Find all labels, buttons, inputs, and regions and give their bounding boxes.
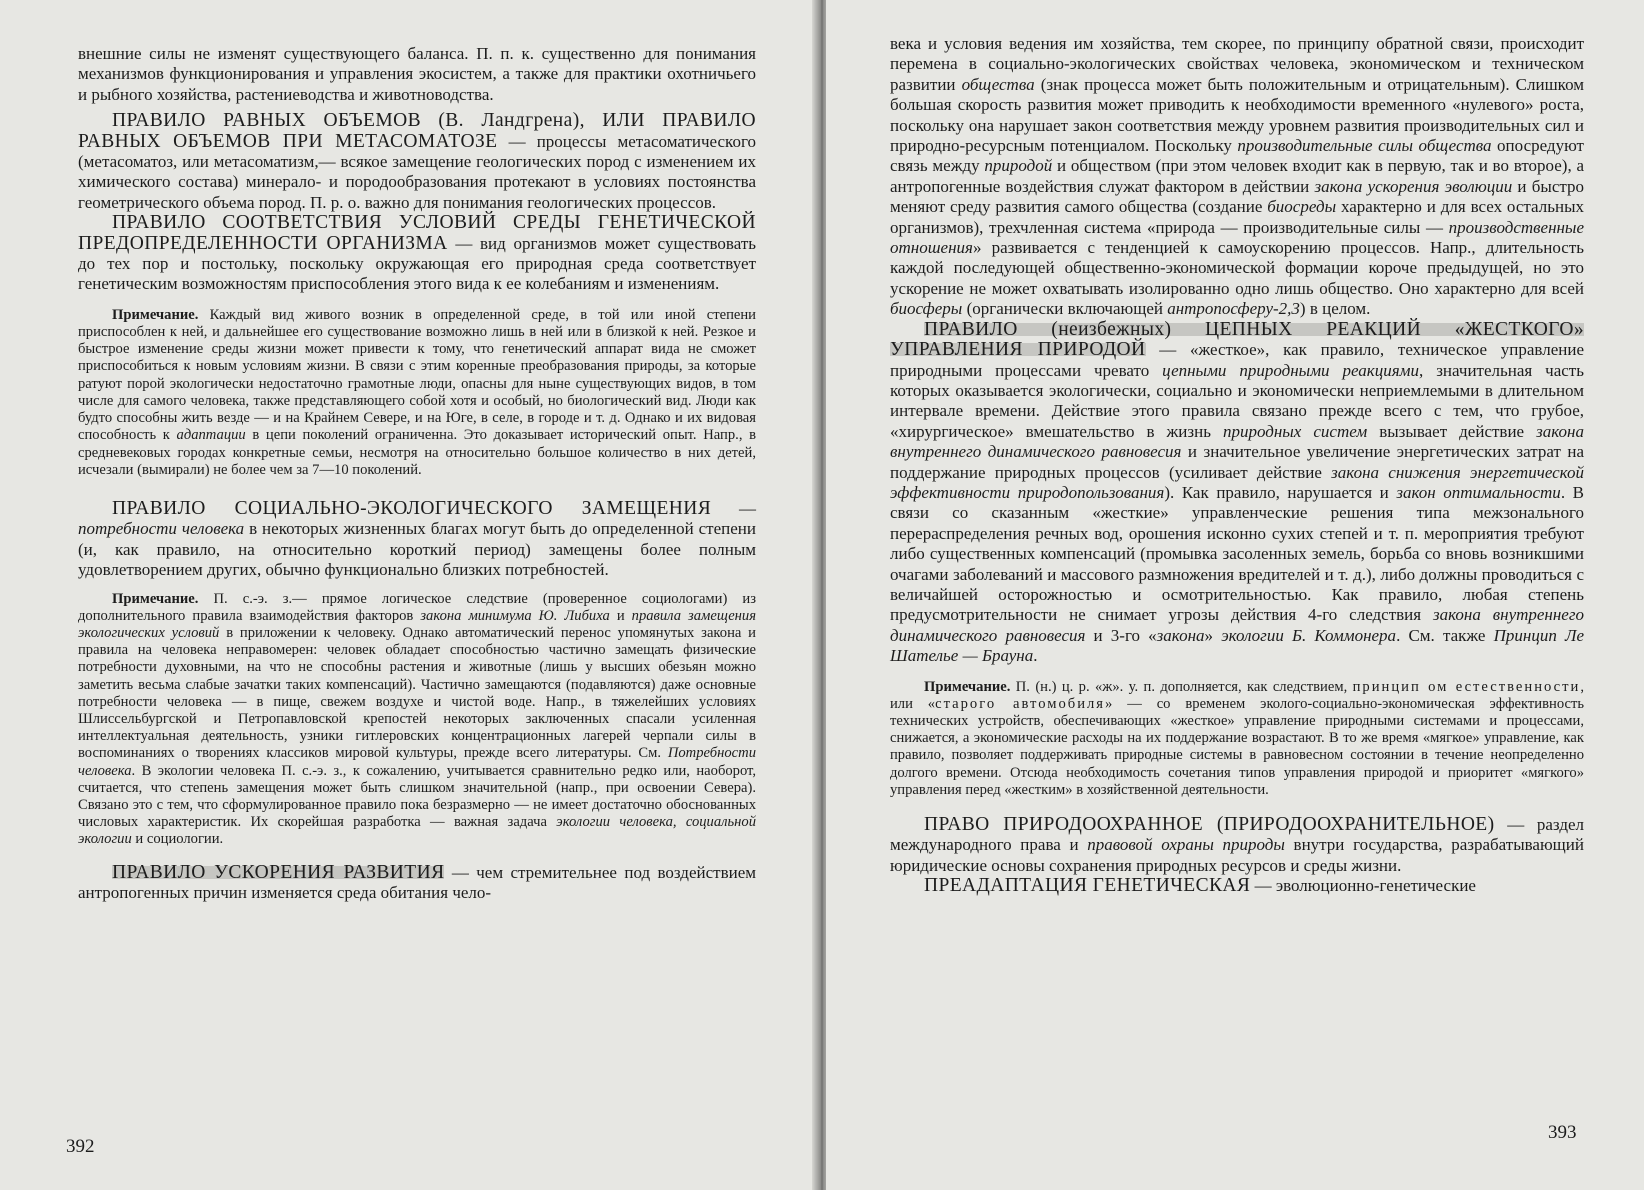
term-link: производительные силы общества: [1237, 136, 1492, 156]
entry-chain-reactions: ПРАВИЛО (неизбежных) ЦЕПНЫХ РЕАКЦИЙ «ЖЕСТКОГО» УПРАВЛЕНИЯ ПРИРОДОЙ — «жесткое», как правило, техническое управление природными процессами чревато цепными природными реакциями, значительная часть которых оказывается экологически, социально и экономически неприемлемыми в длительном интервале времени. Действие этого правила связано прежде всего с тем, что грубое, «хирургическое» вмешательство в жизнь природных систем вызывает действие закона внутреннего динамического равновесия и значительное увеличение энергетических затрат на поддержание природных процессов (усиливает действие закона снижения энергетической эффективности природопользования). Как правило, нарушается и закон оптимальности. В связи со сказанным «жесткие» управленческие решения типа межзонального перераспределения речных вод, орошения исконно сухих степей и т. п. мероприятия требуют либо существенных компенсаций (промывка засоленных земель, борьба со вновь возникшими очагами заболеваний и массового размножения вредителей и т. д.), либо должны проводиться с величайшей осторожностью и осмотрительностью. Как правило, любая степень предусмотрительности не снимает угрозы действия 4-го следствия закона внутреннего динамического равновесия и 3-го «закона» экологии Б. Коммонера. См. также Принцип Ле Шателье — Брауна.: [890, 318, 1585, 666]
entry-heading: ПРАВИЛО РАВНЫХ ОБЪЕМОВ (В. Ландгрена), ИЛИ ПРАВИЛО РАВНЫХ ОБЪЕМОВ ПРИ МЕТАСОМАТОЗЕ: [78, 110, 756, 152]
entry-environmental-law: ПРАВО ПРИРОДООХРАННОЕ (ПРИРОДООХРАНИТЕЛЬНОЕ) — раздел международного права и правовой охраны природы внутри государства, разрабатывающий юридические основы сохранения природных ресурсов и среды жизни.: [890, 814, 1584, 875]
term-link: биосферы: [890, 299, 963, 319]
entry-social-ecological-substitution: ПРАВИЛО СОЦИАЛЬНО-ЭКОЛОГИЧЕСКОГО ЗАМЕЩЕНИЯ — потребности человека в некоторых жизненных благах могут быть до определенной степени (и, как правило, на относительно короткий период) замещены более полным удовлетворением других, обычно функционально близких потребностей.: [78, 497, 756, 580]
term-link: правовой охраны природы: [1087, 835, 1285, 855]
term-link: закон оптимальности: [1396, 482, 1561, 502]
left-page: [0, 0, 818, 1190]
term-link: цепными природными реакциями: [1162, 360, 1420, 380]
note-label: Примечание.: [924, 678, 1011, 695]
entry-heading: ПРАВИЛО СОЦИАЛЬНО-ЭКОЛОГИЧЕСКОГО ЗАМЕЩЕНИЯ: [112, 497, 712, 519]
term-link: закона ускорения эволюции: [1314, 176, 1513, 196]
term-link: закона снижения энергетической эффективности природопользования: [890, 462, 1584, 502]
entry-genetic-predetermination: [78, 213, 756, 295]
note-text: в цепи поколений ограниченна. Это доказывает исторический опыт. Напр., в средневековых городах конкретные семьи, несмотря на относительно большое количество в них детей, исчезали (вымирали) не более чем за 7—10 поколений.: [78, 427, 757, 478]
note-label: Примечание.: [112, 306, 199, 323]
paragraph-continuation: века и условия ведения им хозяйства, тем скорее, по принципу обратной связи, происходит перемена в социально-экологических свойствах человека, экономическом и техническом развитии общества (знак процесса может быть положительным и отрицательным). Слишком большая скорость развития может приводить к необходимости временного «нулевого» роста, поскольку она нарушает закон соответствия между уровнем развития производительных сил и природно-ресурсным потенциалом. Поскольку производительные силы общества опосредуют связь между природой и обществом (при этом человек входит как в первую, так и во второе), а антропогенные воздействия служат фактором в действии закона ускорения эволюции и быстро меняют среду развития самого общества (создание биосреды характерно и для всех остальных организмов), трехчленная система «природа — производительные силы — производственные отношения» развивается с тенденцией к самоускорению процессов. Напр., длительность каждой последующей общественно-экономической формации короче предыдущей, но это ускорение не может охватывать изолированно одно лишь общество. Оно характерно для всей биосферы (органически включающей антропосферу-2,3) в целом.: [890, 34, 1585, 319]
term-link: закона внутреннего динамического равновесия: [890, 421, 1584, 462]
note-block: [78, 307, 756, 479]
entry-text: — процессы метасоматического (метасоматоз, или метасоматизм,— всякое замещение геологических пород с изменением их химического состава) минерало- и породообразования протекают в условиях постоянства геометрического объема пород. П. р. о. важно для понимания геологических процессов.: [78, 131, 756, 212]
note-block: Примечание. П. (н.) ц. р. «ж». у. п. дополняется, как следствием, принцип ом естественности, или «старого автомобиля» — со временем эколого-социально-экономическая эффективность технических устройств, обеспечивающих «жесткое» управление природными системами и процессами, снижается, а экономические расходы на их поддержание возрастают. В то же время «мягкое» управление, как правило, позволяет поддерживать природные системы в равновесном состоянии в течение неопределенно долгого времени. Отсюда необходимость сочетания типов управления природой и приоритет «мягкого» управления перед «жестким» в хозяйственной деятельности.: [890, 678, 1585, 798]
entry-heading: ПРЕАДАПТАЦИЯ ГЕНЕТИЧЕСКАЯ: [924, 875, 1251, 897]
entry-text: — вид организмов может существовать до тех пор и постольку, поскольку окружающая его природная среда соответствует генетическим возможностям приспособления этого вида к ее колебаниям и изменениям.: [78, 233, 757, 294]
note-label: Примечание.: [112, 590, 199, 607]
paragraph-continuation: внешние силы не изменят существующего баланса. П. п. к. существенно для понимания механизмов функционирования и управления экосистем, а также для практики охотничьего и рыбного хозяйства, растениеводства и животноводства.: [78, 44, 756, 104]
note-block: Примечание. П. с.-э. з.— прямое логическое следствие (проверенное социологами) из дополнительного правила взаимодействия факторов закона минимума Ю. Либиха и правила замещения экологических условий в приложении к человеку. Однако автоматический перенос упомянутых закона и правила на человека неправомерен: человек обладает способностью частично замещать физические потребности духовными, на что не способны растения и животные (лишь у высших обезьян можно заметить весьма слабые зачатки таких компенсаций). Частично замещаются (подавляются) даже основные потребности человека — в пище, свежем воздухе и чистой воде. Напр., в тяжелейших условиях Шлиссельбургской и Петропавловской крепостей некоторых заключенных спасали усиленная интеллектуальная деятельность, узники гитлеровских концентрационных лагерей черпали силы в воспоминаниях о творениях классиков мировой культуры, прежде всего литературы. См. Потребности человека. В экологии человека П. с.-э. з., к сожалению, учитывается сравнительно редко или, наоборот, считается, что степень замещения может быть слишком значительной (напр., при освоении Севера). Связано это с тем, что сформулированное правило пока безразмерно — не имеет достаточно обоснованных числовых характеристик. Их скорейшая разработка — важная задача экологии человека, социальной экологии и социологии.: [78, 590, 756, 848]
term-link: общества: [961, 74, 1035, 94]
term-link: природой: [984, 156, 1053, 176]
entry-development-acceleration: [78, 863, 756, 904]
page-number: 392: [66, 1136, 95, 1157]
spaced-term: старого автомобиля: [935, 695, 1106, 712]
term-link: производственные отношения: [890, 217, 1584, 258]
entry-text: в некоторых жизненных благах могут быть до определенной степени (и, как правило, на относительно короткий период) замещены более полным удовлетворением других, обычно функционально близких потребностей.: [78, 519, 756, 580]
entry-equal-volumes: [78, 111, 756, 213]
entry-heading: ПРАВИЛО УСКОРЕНИЯ РАЗВИТИЯ: [112, 861, 445, 883]
right-page: [826, 0, 1644, 1190]
term-link: антропосферу-2,3: [1167, 299, 1300, 319]
term-link: закона: [1156, 625, 1205, 645]
term-link: правила замещения экологических условий: [78, 607, 756, 641]
entry-heading: ПРАВИЛО СООТВЕТСТВИЯ УСЛОВИЙ СРЕДЫ ГЕНЕТИЧЕСКОЙ ПРЕДОПРЕДЕЛЕННОСТИ ОРГАНИЗМА: [78, 212, 756, 254]
entry-heading: ПРАВИЛО (неизбежных) ЦЕПНЫХ РЕАКЦИЙ «ЖЕСТКОГО» УПРАВЛЕНИЯ ПРИРОДОЙ: [890, 318, 1584, 361]
page-number: 393: [1548, 1122, 1577, 1143]
term-link: экологии человека, социальной экологии: [78, 814, 756, 848]
term-link: закона внутреннего динамического равновесия: [890, 605, 1584, 645]
entry-preadaptation: ПРЕАДАПТАЦИЯ ГЕНЕТИЧЕСКАЯ — эволюционно-генетические: [924, 875, 1476, 897]
entry-heading: ПРАВО ПРИРОДООХРАННОЕ (ПРИРОДООХРАНИТЕЛЬНОЕ): [924, 814, 1495, 836]
spaced-term: принцип ом естественности: [1352, 678, 1581, 695]
term-link: Потребности человека: [78, 745, 756, 779]
term-link: экологии Б. Коммонера: [1221, 625, 1397, 645]
term-link: потребности человека: [78, 519, 245, 539]
term-link: природных систем: [1222, 421, 1368, 441]
term-link: закона минимума Ю. Либиха: [420, 607, 610, 624]
term-link: Принцип Ле Шателье — Брауна: [890, 625, 1585, 666]
term-link: биосреды: [1267, 197, 1337, 217]
entry-text: — чем стремительнее под воздействием антропогенных причин изменяется среда обитания чело-: [78, 862, 756, 902]
note-text: Каждый вид живого возник в определенной среде, в той или иной степени приспособлен к ней, и дальнейшее его существование возможно лишь в ней или в близкой к ней. Резкое и быстрое изменение среды жизни может привести к тому, что генетический аппарат вида не сможет приспособиться к новым условиям жизни. В связи с этим коренные преобразования природы, за которые ратуют порой экологически недостаточно грамотные люди, опасны для ныне существующих видов, в том числе для самого человека, также представляющего собой хотя и особый, но биологический вид. Люди как будто способны жить везде — и на Крайнем Севере, и на Юге, в селе, в городе и т. д. Однако и их видовая способность к: [78, 306, 756, 444]
term-link: адаптации: [176, 427, 246, 444]
